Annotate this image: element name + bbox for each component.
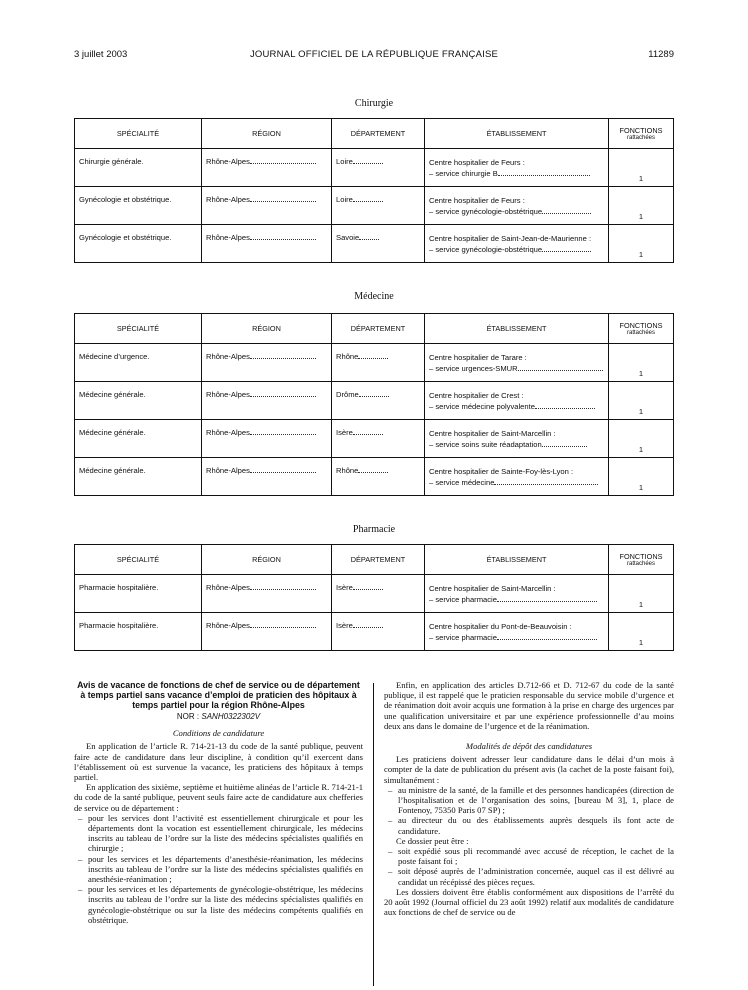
table-row — [75, 344, 674, 382]
dotted-leader — [250, 589, 316, 590]
dotted-leader — [250, 201, 316, 202]
cell-departement — [332, 344, 425, 382]
table-row — [75, 149, 674, 187]
cell-region — [202, 149, 332, 187]
recipients-list — [384, 785, 674, 836]
header-title: JOURNAL OFFICIEL DE LA RÉPUBLIQUE FRANÇAISE — [249, 49, 499, 60]
nor-label: NOR : — [176, 712, 200, 721]
nor-value: SANH0322302V — [201, 712, 261, 721]
page-header — [74, 49, 674, 63]
dotted-leader — [353, 201, 383, 202]
list-item: – soit expédié sous pli recommandé avec accusé de réception, le cachet de la poste faisant foi ; — [384, 846, 674, 866]
nor-line — [74, 712, 363, 722]
dotted-leader — [535, 408, 595, 409]
etablissement-service: – service urgences-SMUR — [429, 364, 518, 373]
list-item: – au ministre de la santé, de la famille et des personnes handicapées (direction de l’hospitalisation et de l’organisation des soins, [bureau M 3], 1, place de Fontenoy, 75350 Paris 07 SP) ; — [384, 785, 674, 816]
etablissement-name: Centre hospitalier de Feurs : — [429, 158, 525, 167]
paragraph-arrete: Les dossiers doivent être établis conformément aux dispositions de l’arrêté du 20 août 1992 (Journal officiel du 23 août 1992) relatif aux modalités de candidature aux fonctions de chef de service ou de — [384, 886, 674, 918]
list-item: – pour les services et les départements de gynécologie-obstétrique, les médecins inscrits au tableau de l’ordre sur la liste des médecins spécialistes qualifiés en gynécologie-obstétrique ou sur la liste des médecins compétents qualifiés en obstétrique. — [74, 884, 363, 925]
table-row — [75, 613, 674, 651]
cell-departement — [332, 613, 425, 651]
header-departement: DÉPARTEMENT — [332, 119, 425, 149]
dotted-leader — [494, 484, 597, 485]
dotted-leader — [497, 639, 597, 640]
departement-value: Isère — [336, 621, 353, 630]
departement-value: Isère — [336, 583, 353, 592]
cell-specialite: Médecine d’urgence. — [75, 344, 202, 382]
list-item: – au directeur du ou des établissements auprès desquels ils font acte de candidature. — [384, 815, 674, 835]
header-specialite: SPÉCIALITÉ — [75, 119, 202, 149]
paragraph-conditions-2: En application des sixième, septième et huitième alinéas de l’article R. 714-21-1 du code de la santé publique, peuvent seuls faire acte de candidature aux chefferies de service ou de département : — [74, 782, 363, 813]
cell-etablissement — [425, 613, 609, 651]
etablissement-service: – service soins suite réadaptation — [429, 440, 542, 449]
dotted-leader — [542, 251, 591, 252]
cell-fonctions: 1 — [609, 575, 674, 613]
cell-specialite: Gynécologie et obstétrique. — [75, 187, 202, 225]
cell-fonctions: 1 — [609, 225, 674, 263]
cell-fonctions: 1 — [609, 149, 674, 187]
region-value: Rhône-Alpes — [206, 157, 250, 166]
etablissement-name: Centre hospitalier de Crest : — [429, 391, 524, 400]
header-fonctions — [609, 119, 674, 149]
etablissement-name: Centre hospitalier de Saint-Jean-de-Maurienne : — [429, 234, 592, 243]
conditions-list — [74, 813, 363, 925]
list-item: – pour les services et les départements d’anesthésie-réanimation, les médecins inscrits au tableau de l’ordre sur la liste des médecins spécialistes qualifiés en anesthésie-réanimation ; — [74, 854, 363, 885]
departement-value: Rhône — [336, 352, 359, 361]
header-fonctions — [609, 314, 674, 344]
cell-specialite: Médecine générale. — [75, 458, 202, 496]
cell-fonctions: 1 — [609, 344, 674, 382]
table-caption: Médecine — [354, 291, 394, 302]
dotted-leader — [498, 175, 590, 176]
submission-list — [384, 846, 674, 887]
etablissement-service-line — [429, 594, 604, 605]
header-region: RÉGION — [202, 314, 332, 344]
table-row — [75, 382, 674, 420]
cell-specialite: Chirurgie générale. — [75, 149, 202, 187]
list-item: – pour les services dont l’activité est essentiellement chirurgicale et pour les départements dont la vocation est essentiellement chirurgicale, les médecins inscrits au tableau de l’ordre sur la liste des médecins spécialistes qualifiés en chirurgie ; — [74, 813, 363, 854]
left-column — [74, 680, 363, 925]
dotted-leader — [250, 434, 316, 435]
avis-title: Avis de vacance de fonctions de chef de service ou de département à temps partiel sans vacance d’emploi de praticien des hôpitaux à temps partiel pour la région Rhône-Alpes — [77, 680, 360, 710]
dotted-leader — [250, 239, 316, 240]
header-specialite: SPÉCIALITÉ — [75, 545, 202, 575]
right-column — [384, 680, 674, 917]
etablissement-service-line — [429, 632, 604, 643]
header-etablissement: ÉTABLISSEMENT — [425, 314, 609, 344]
dotted-leader — [359, 396, 389, 397]
table-row — [75, 575, 674, 613]
cell-etablissement — [425, 458, 609, 496]
etablissement-service-line — [429, 206, 604, 217]
departement-value: Rhône — [336, 466, 359, 475]
cell-region — [202, 344, 332, 382]
column-divider — [373, 683, 374, 986]
table-caption: Chirurgie — [354, 98, 394, 109]
dotted-leader — [518, 370, 603, 371]
cell-region — [202, 187, 332, 225]
header-fonctions — [609, 545, 674, 575]
etablissement-name: Centre hospitalier de Feurs : — [429, 196, 525, 205]
table-header-row — [75, 119, 674, 149]
region-value: Rhône-Alpes — [206, 621, 250, 630]
dotted-leader — [353, 589, 383, 590]
cell-fonctions: 1 — [609, 420, 674, 458]
dotted-leader — [542, 446, 588, 447]
header-etablissement: ÉTABLISSEMENT — [425, 119, 609, 149]
etablissement-service: – service gynécologie-obstétrique — [429, 245, 543, 254]
paragraph-dossier: Ce dossier peut être : — [396, 835, 469, 846]
dotted-leader — [353, 434, 383, 435]
departement-value: Savoie — [336, 233, 360, 242]
cell-departement — [332, 458, 425, 496]
etablissement-service: – service pharmacie — [429, 633, 497, 642]
header-fonctions-label: FONCTIONS — [619, 125, 663, 135]
cell-departement — [332, 149, 425, 187]
cell-departement — [332, 382, 425, 420]
etablissement-service-line — [429, 477, 604, 488]
cell-specialite: Médecine générale. — [75, 382, 202, 420]
dotted-leader — [359, 239, 379, 240]
departement-value: Loire — [336, 195, 353, 204]
cell-region — [202, 420, 332, 458]
departement-value: Isère — [336, 428, 353, 437]
cell-region — [202, 225, 332, 263]
cell-etablissement — [425, 344, 609, 382]
header-rattachees-label: rattachées — [626, 329, 656, 336]
vacancy-table — [74, 544, 674, 651]
cell-region — [202, 613, 332, 651]
dotted-leader — [250, 163, 316, 164]
cell-departement — [332, 420, 425, 458]
cell-region — [202, 575, 332, 613]
cell-fonctions: 1 — [609, 187, 674, 225]
modalites-heading: Modalités de dépôt des candidatures — [465, 741, 593, 752]
dotted-leader — [497, 601, 597, 602]
header-rattachees-label: rattachées — [626, 560, 656, 567]
cell-etablissement — [425, 225, 609, 263]
table-row — [75, 225, 674, 263]
header-etablissement: ÉTABLISSEMENT — [425, 545, 609, 575]
header-rattachees-label: rattachées — [626, 134, 656, 141]
etablissement-service-line — [429, 439, 604, 450]
etablissement-name: Centre hospitalier de Saint-Marcellin : — [429, 584, 556, 593]
cell-etablissement — [425, 149, 609, 187]
header-specialite: SPÉCIALITÉ — [75, 314, 202, 344]
departement-value: Loire — [336, 157, 353, 166]
dotted-leader — [542, 213, 591, 214]
etablissement-name: Centre hospitalier du Pont-de-Beauvoisin : — [429, 622, 572, 631]
cell-fonctions: 1 — [609, 613, 674, 651]
cell-etablissement — [425, 187, 609, 225]
etablissement-service: – service gynécologie-obstétrique — [429, 207, 543, 216]
region-value: Rhône-Alpes — [206, 195, 250, 204]
cell-region — [202, 458, 332, 496]
etablissement-name: Centre hospitalier de Saint-Marcellin : — [429, 429, 556, 438]
conditions-heading: Conditions de candidature — [172, 728, 265, 739]
etablissement-service-line — [429, 401, 604, 412]
table-header-row — [75, 314, 674, 344]
etablissement-service: – service pharmacie — [429, 595, 497, 604]
dotted-leader — [353, 627, 383, 628]
vacancy-table — [74, 313, 674, 496]
region-value: Rhône-Alpes — [206, 583, 250, 592]
etablissement-service-line — [429, 363, 604, 374]
dotted-leader — [358, 358, 388, 359]
table-row — [75, 420, 674, 458]
cell-departement — [332, 225, 425, 263]
region-value: Rhône-Alpes — [206, 233, 250, 242]
etablissement-service: – service médecine polyvalente — [429, 402, 535, 411]
etablissement-name: Centre hospitalier de Tarare : — [429, 353, 527, 362]
header-page-number: 11289 — [648, 49, 674, 60]
cell-departement — [332, 575, 425, 613]
dotted-leader — [358, 472, 388, 473]
cell-etablissement — [425, 382, 609, 420]
etablissement-service: – service médecine — [429, 478, 495, 487]
cell-specialite: Pharmacie hospitalière. — [75, 613, 202, 651]
header-region: RÉGION — [202, 119, 332, 149]
header-departement: DÉPARTEMENT — [332, 314, 425, 344]
header-fonctions-label: FONCTIONS — [619, 320, 663, 330]
cell-etablissement — [425, 575, 609, 613]
cell-specialite: Médecine générale. — [75, 420, 202, 458]
paragraph-modalites: Les praticiens doivent adresser leur candidature dans le délai d’un mois à compter de la date de publication du présent avis (la cachet de la poste faisant foi), simultanément : — [384, 754, 674, 785]
cell-fonctions: 1 — [609, 458, 674, 496]
dotted-leader — [250, 472, 316, 473]
header-departement: DÉPARTEMENT — [332, 545, 425, 575]
header-fonctions-label: FONCTIONS — [619, 551, 663, 561]
departement-value: Drôme — [336, 390, 359, 399]
table-row — [75, 187, 674, 225]
header-region: RÉGION — [202, 545, 332, 575]
dotted-leader — [250, 627, 316, 628]
table-header-row — [75, 545, 674, 575]
region-value: Rhône-Alpes — [206, 428, 250, 437]
cell-fonctions: 1 — [609, 382, 674, 420]
etablissement-service-line — [429, 244, 604, 255]
cell-region — [202, 382, 332, 420]
cell-specialite: Gynécologie et obstétrique. — [75, 225, 202, 263]
header-date: 3 juillet 2003 — [74, 49, 128, 60]
etablissement-service-line — [429, 168, 604, 179]
etablissement-service: – service chirurgie B — [429, 169, 498, 178]
cell-departement — [332, 187, 425, 225]
paragraph-enfin: Enfin, en application des articles D.712-66 et D. 712-67 du code de la santé publique, il est rappelé que le praticien responsable du service mobile d’urgence et de réanimation doit avoir acquis une formation à la prise en charge des urgences par une qualification universitaire et par une expérience professionnelle d’au moins deux ans dans le domaine de l’urgence et de la réanimation. — [384, 680, 674, 731]
region-value: Rhône-Alpes — [206, 466, 250, 475]
dotted-leader — [353, 163, 383, 164]
list-item: – soit déposé auprès de l’administration concernée, auquel cas il est délivré au candidat un récépissé des pièces reçues. — [384, 866, 674, 886]
cell-etablissement — [425, 420, 609, 458]
region-value: Rhône-Alpes — [206, 352, 250, 361]
dotted-leader — [250, 358, 316, 359]
etablissement-name: Centre hospitalier de Sainte-Foy-lès-Lyon : — [429, 467, 574, 476]
vacancy-table — [74, 118, 674, 263]
table-row — [75, 458, 674, 496]
cell-specialite: Pharmacie hospitalière. — [75, 575, 202, 613]
paragraph-conditions-1: En application de l’article R. 714-21-13 du code de la santé publique, peuvent faire acte de candidature dans leur discipline, à condition qu’il exercent dans l’établissement où est survenue la vacance, les praticiens des hôpitaux à temps partiel. — [74, 741, 363, 783]
dotted-leader — [250, 396, 316, 397]
table-caption: Pharmacie — [352, 524, 396, 535]
region-value: Rhône-Alpes — [206, 390, 250, 399]
